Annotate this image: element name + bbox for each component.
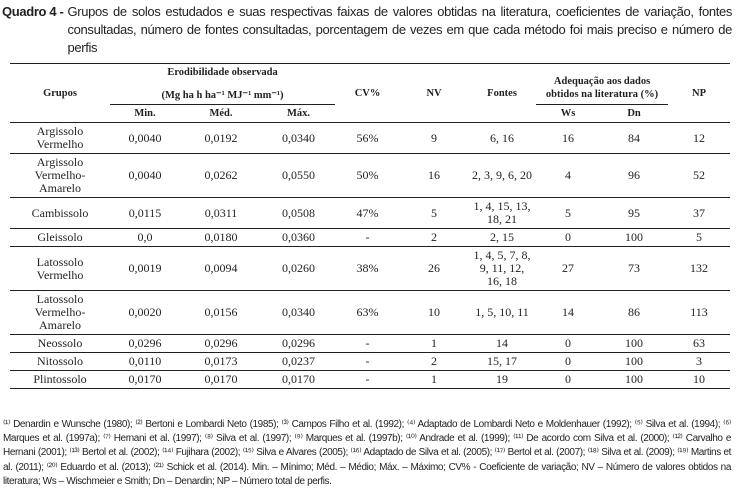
cell-min-text: 0,0040: [128, 130, 162, 145]
cell-min: [110, 291, 180, 335]
cell-med: [180, 291, 262, 335]
cell-cv: [335, 154, 400, 198]
cell-min-text: 0,0296: [128, 336, 162, 350]
header-dn: Dn: [627, 108, 641, 119]
cell-max: [262, 123, 335, 154]
cell-min-text: 0,0040: [128, 168, 162, 182]
header-max: Máx.: [286, 108, 311, 119]
cell-min: [110, 154, 180, 198]
cell-grupo: [10, 198, 110, 229]
cell-nv-text: 1: [431, 336, 438, 350]
cell-cv: [335, 198, 400, 229]
cell-max-text: 0,0550: [282, 168, 316, 182]
cell-med-text: 0,0192: [204, 130, 238, 145]
cell-grupo-text: Cambissolo: [31, 205, 89, 220]
cell-ws: [536, 198, 600, 229]
cell-ws: [536, 154, 600, 198]
header-adequacao: Adequação aos dados obtidos na literatura (%): [536, 64, 668, 105]
cell-dn: [600, 154, 668, 198]
cell-grupo: [10, 247, 110, 291]
cell-ws: [536, 353, 600, 371]
cell-fontes-text: 15, 17: [487, 354, 518, 368]
cell-ws: [536, 123, 600, 154]
cell-fontes: [468, 335, 536, 353]
cell-max: [262, 371, 335, 389]
caption-text: Grupos de solos estudados e suas respectivas faixas de valores obtidas na literatura, coeficientes de variação, fontes consultadas, número de fontes consultadas, porcentagem de vezes em que cada método foi mais preciso e número de perfis: [67, 4, 732, 55]
cell-ws-text: 14: [562, 305, 575, 319]
cell-grupo: [10, 229, 110, 247]
cell-cv-text: -: [365, 230, 370, 244]
cell-med: [180, 371, 262, 389]
cell-med-text: 0,0170: [204, 372, 238, 386]
cell-grupo-text: Argissolo Vermelho: [36, 124, 84, 151]
header-min: Min.: [134, 108, 156, 119]
cell-ws-text: 16: [562, 130, 575, 145]
cell-ws: [536, 247, 600, 291]
cell-grupo: [10, 335, 110, 353]
cell-dn: [600, 198, 668, 229]
cell-nv-text: 2: [431, 230, 438, 244]
cell-ws-text: 0: [565, 354, 572, 368]
cell-np-text: 3: [696, 354, 703, 368]
cell-grupo-text: Argissolo Vermelho-Amarelo: [34, 155, 86, 195]
cell-dn-text: 73: [628, 261, 641, 275]
cell-grupo: [10, 371, 110, 389]
header-grupos: Grupos: [43, 87, 77, 99]
cell-med-text: 0,0296: [204, 336, 238, 350]
cell-ws-text: 5: [565, 205, 572, 220]
cell-nv: [400, 291, 468, 335]
cell-max-text: 0,0508: [282, 205, 316, 220]
cell-max-text: 0,0360: [282, 230, 316, 244]
cell-med: [180, 198, 262, 229]
cell-min-text: 0,0115: [128, 205, 162, 220]
cell-ws-text: 0: [565, 336, 572, 350]
cell-med-text: 0,0156: [204, 305, 238, 319]
cell-dn-text: 100: [625, 372, 644, 386]
cell-min-text: 0,0019: [128, 261, 162, 275]
cell-min: [110, 198, 180, 229]
cell-med: [180, 353, 262, 371]
cell-cv-text: 47%: [356, 205, 379, 220]
cell-grupo-text: Neossolo: [37, 336, 83, 350]
cell-nv: [400, 154, 468, 198]
soil-erodibility-table: [10, 63, 730, 389]
cell-fontes-text: 1, 4, 15, 13, 18, 21: [473, 199, 531, 226]
table-row: [10, 247, 730, 291]
cell-cv: [335, 353, 400, 371]
header-unit: (Mg ha h ha⁻¹ MJ⁻¹ mm⁻¹): [161, 90, 284, 101]
cell-min: [110, 335, 180, 353]
table-row: [10, 123, 730, 154]
cell-max: [262, 335, 335, 353]
cell-cv: [335, 247, 400, 291]
cell-grupo: [10, 123, 110, 154]
cell-grupo: [10, 291, 110, 335]
cell-ws-text: 27: [562, 261, 575, 275]
cell-ws: [536, 229, 600, 247]
cell-med: [180, 154, 262, 198]
header-erodibilidade: [110, 64, 335, 105]
cell-nv: [400, 371, 468, 389]
cell-min: [110, 123, 180, 154]
cell-med-text: 0,0180: [204, 230, 238, 244]
cell-cv-text: -: [365, 372, 370, 386]
cell-grupo-text: Nitossolo: [36, 354, 83, 368]
cell-nv-text: 2: [431, 354, 438, 368]
cell-cv: [335, 371, 400, 389]
cell-ws-text: 4: [565, 168, 572, 182]
cell-med: [180, 335, 262, 353]
table-row: [10, 335, 730, 353]
header-fontes: Fontes: [487, 87, 517, 99]
cell-med-text: 0,0173: [204, 354, 238, 368]
cell-np: [668, 247, 730, 291]
cell-max-text: 0,0170: [282, 372, 316, 386]
cell-min-text: 0,0020: [128, 305, 162, 319]
cell-np-text: 132: [690, 261, 709, 275]
cell-fontes-text: 6, 16: [490, 130, 515, 145]
cell-ws: [536, 335, 600, 353]
cell-fontes-text: 14: [496, 336, 509, 350]
cell-max: [262, 198, 335, 229]
cell-np-text: 63: [693, 336, 706, 350]
cell-nv-text: 1: [431, 372, 438, 386]
cell-fontes-text: 1, 5, 10, 11: [475, 305, 529, 319]
cell-max: [262, 291, 335, 335]
cell-min: [110, 247, 180, 291]
cell-fontes: [468, 154, 536, 198]
cell-fontes: [468, 353, 536, 371]
cell-cv-text: 63%: [356, 305, 379, 319]
cell-nv: [400, 229, 468, 247]
cell-grupo: [10, 154, 110, 198]
cell-np-text: 5: [696, 230, 703, 244]
cell-max: [262, 154, 335, 198]
header-med: Méd.: [209, 108, 233, 119]
cell-np: [668, 353, 730, 371]
cell-cv-text: -: [365, 354, 370, 368]
cell-med-text: 0,0311: [204, 205, 238, 220]
cell-cv: [335, 291, 400, 335]
cell-cv-text: -: [365, 336, 370, 350]
header-cv: CV%: [354, 87, 381, 99]
cell-cv: [335, 229, 400, 247]
cell-np-text: 37: [693, 205, 706, 220]
cell-min-text: 0,0: [137, 230, 153, 244]
cell-max: [262, 353, 335, 371]
header-erodibilidade-title: Erodibilidade observada: [167, 67, 278, 78]
cell-med: [180, 247, 262, 291]
header-np: NP: [692, 87, 707, 99]
cell-max-text: 0,0260: [282, 261, 316, 275]
cell-np: [668, 229, 730, 247]
cell-max-text: 0,0340: [282, 130, 316, 145]
cell-cv: [335, 123, 400, 154]
cell-fontes-text: 2, 3, 9, 6, 20: [472, 168, 533, 182]
cell-dn: [600, 247, 668, 291]
cell-fontes: [468, 198, 536, 229]
cell-dn: [600, 291, 668, 335]
cell-fontes-text: 2, 15: [490, 230, 515, 244]
cell-min: [110, 371, 180, 389]
cell-grupo-text: Latossolo Vermelho: [36, 254, 84, 282]
cell-cv-text: 38%: [356, 261, 379, 275]
cell-min: [110, 229, 180, 247]
cell-med-text: 0,0262: [204, 168, 238, 182]
cell-np: [668, 291, 730, 335]
cell-max-text: 0,0296: [282, 336, 316, 350]
cell-nv: [400, 123, 468, 154]
cell-fontes: [468, 247, 536, 291]
cell-max-text: 0,0340: [282, 305, 316, 319]
cell-ws: [536, 371, 600, 389]
table-row: [10, 198, 730, 229]
cell-grupo-text: Plintossolo: [33, 372, 87, 386]
header-nv: NV: [426, 87, 442, 99]
cell-nv: [400, 353, 468, 371]
cell-dn-text: 86: [628, 305, 641, 319]
cell-nv: [400, 198, 468, 229]
cell-nv: [400, 335, 468, 353]
cell-min-text: 0,0170: [128, 372, 162, 386]
table-footnote: ⁽¹⁾ Denardin e Wunsche (1980); ⁽²⁾ Bertoni e Lombardi Neto (1985); ⁽³⁾ Campos Filho et al. (1992); ⁽⁴⁾ Adaptado de Lombardi Neto e Moldenhauer (1992); ⁽⁵⁾ Silva et al. (1994); ⁽⁶⁾ Marques et al. (1997a); ⁽⁷⁾ Hernani et al. (1997); ⁽⁸⁾ Silva et al. (1997); ⁽⁹⁾ Marques et al. (1997b); ⁽¹⁰⁾ Andrade et al. (1999); ⁽¹¹⁾ De acordo com Silva et al. (2000); ⁽¹²⁾ Carvalho e Hernani (2001); ⁽¹³⁾ Bertol et al. (2002); ⁽¹⁴⁾ Fujihara (2002); ⁽¹⁵⁾ Silva e Alvares (2005); ⁽¹⁶⁾ Adaptado de Silva et al. (2005); ⁽¹⁷⁾ Bertol et al. (2007); ⁽¹⁸⁾ Silva et al. (2009); ⁽¹⁹⁾ Martins et al. (2011); ⁽²⁰⁾ Eduardo et al. (2013); ⁽²¹⁾ Schick et al. (2014). Min. – Mínimo; Méd. – Médio; Máx. – Máximo; CV% - Coeficiente de variação; NV – Número de valores obtidos na literatura; Ws – Wischmeier e Smith; Dn – Denardin; NP – Número total de perfis.: [3, 419, 731, 487]
cell-min-text: 0,0110: [128, 354, 162, 368]
cell-med: [180, 229, 262, 247]
cell-nv-text: 10: [428, 305, 441, 319]
table-row: [10, 353, 730, 371]
caption-label: Quadro 4 -: [2, 4, 64, 19]
cell-fontes: [468, 123, 536, 154]
cell-cv-text: 50%: [356, 168, 379, 182]
cell-np: [668, 123, 730, 154]
cell-ws: [536, 291, 600, 335]
cell-dn-text: 84: [628, 130, 641, 145]
cell-nv-text: 5: [431, 205, 438, 220]
cell-fontes-text: 19: [496, 372, 509, 386]
cell-np: [668, 371, 730, 389]
cell-fontes: [468, 371, 536, 389]
cell-max: [262, 229, 335, 247]
cell-dn: [600, 229, 668, 247]
cell-fontes: [468, 291, 536, 335]
cell-np-text: 52: [693, 168, 706, 182]
cell-cv: [335, 335, 400, 353]
cell-dn: [600, 335, 668, 353]
cell-np: [668, 154, 730, 198]
cell-min: [110, 353, 180, 371]
cell-nv-text: 16: [428, 168, 441, 182]
cell-np: [668, 198, 730, 229]
cell-ws-text: 0: [565, 372, 572, 386]
cell-dn: [600, 371, 668, 389]
table-caption: [2, 3, 732, 57]
cell-dn: [600, 353, 668, 371]
cell-grupo-text: Gleissolo: [37, 230, 83, 244]
cell-med-text: 0,0094: [204, 261, 238, 275]
cell-max: [262, 247, 335, 291]
cell-dn-text: 100: [625, 336, 644, 350]
cell-fontes-text: 1, 4, 5, 7, 8, 9, 11, 12, 16, 18: [473, 248, 531, 288]
cell-dn: [600, 123, 668, 154]
cell-np-text: 10: [693, 372, 706, 386]
cell-dn-text: 95: [628, 205, 641, 220]
cell-nv-text: 26: [428, 261, 441, 275]
header-ws: Ws: [560, 108, 576, 119]
cell-grupo: [10, 353, 110, 371]
cell-grupo-text: Latossolo Vermelho-Amarelo: [34, 292, 86, 332]
table-row: [10, 154, 730, 198]
cell-np-text: 113: [690, 305, 708, 319]
cell-fontes: [468, 229, 536, 247]
cell-nv: [400, 247, 468, 291]
table-row: [10, 291, 730, 335]
cell-dn-text: 96: [628, 168, 641, 182]
cell-cv-text: 56%: [356, 130, 379, 145]
cell-np-text: 12: [693, 130, 706, 145]
cell-max-text: 0,0237: [282, 354, 316, 368]
cell-dn-text: 100: [625, 354, 644, 368]
cell-med: [180, 123, 262, 154]
cell-ws-text: 0: [565, 230, 572, 244]
cell-nv-text: 9: [431, 130, 438, 145]
table-row: [10, 371, 730, 389]
cell-np: [668, 335, 730, 353]
table-row: [10, 229, 730, 247]
cell-dn-text: 100: [625, 230, 644, 244]
